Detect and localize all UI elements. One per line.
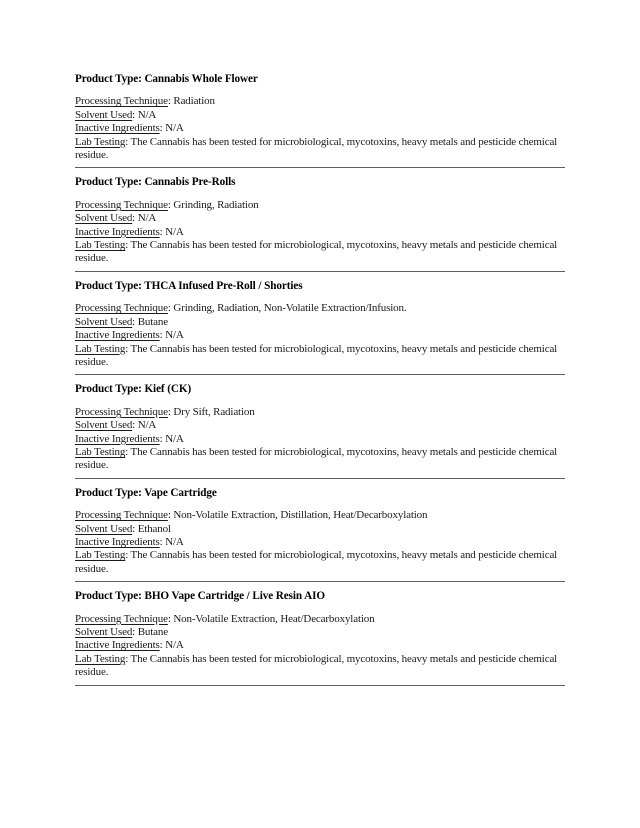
field-separator: : bbox=[125, 135, 131, 148]
field-separator: : bbox=[132, 419, 138, 432]
field-label: Inactive Ingredients bbox=[75, 122, 160, 135]
field-label: Lab Testing bbox=[75, 342, 126, 355]
field-label: Lab Testing bbox=[75, 549, 126, 562]
field-line bbox=[75, 549, 565, 576]
field-separator: : bbox=[167, 405, 174, 418]
section-divider bbox=[75, 581, 565, 582]
product-section bbox=[75, 383, 565, 478]
field-separator: : bbox=[125, 652, 131, 665]
field-separator: : bbox=[125, 239, 131, 252]
field-separator: : bbox=[167, 302, 174, 315]
field-label: Inactive Ingredients bbox=[75, 535, 160, 548]
field-value: N/A bbox=[165, 535, 184, 548]
field-line bbox=[75, 446, 565, 473]
field-line bbox=[75, 199, 565, 212]
field-value: Radiation bbox=[173, 95, 215, 108]
field-separator: : bbox=[159, 329, 166, 342]
field-separator: : bbox=[159, 122, 166, 135]
field-label: Processing Technique bbox=[75, 405, 168, 418]
field-label: Solvent Used bbox=[75, 626, 133, 638]
field-line bbox=[75, 613, 565, 626]
field-value: N/A bbox=[165, 225, 184, 238]
product-type-title: Product Type: BHO Vape Cartridge / Live Resin AIO bbox=[75, 590, 325, 603]
section-divider bbox=[75, 374, 565, 375]
field-label: Processing Technique bbox=[75, 198, 168, 211]
field-label: Solvent Used bbox=[75, 108, 133, 121]
fields bbox=[75, 302, 565, 369]
field-value: Grinding, Radiation, Non-Volatile Extraction/Infusion. bbox=[173, 302, 407, 315]
field-value: N/A bbox=[137, 419, 157, 432]
section-divider bbox=[75, 271, 565, 272]
field-label: Inactive Ingredients bbox=[75, 639, 160, 652]
field-line bbox=[75, 316, 565, 329]
product-type-title: Product Type: Cannabis Whole Flower bbox=[75, 73, 258, 85]
field-value: Grinding, Radiation bbox=[173, 198, 259, 211]
fields bbox=[75, 509, 565, 576]
field-line bbox=[75, 302, 565, 315]
field-value: Butane bbox=[137, 626, 168, 638]
fields bbox=[75, 406, 565, 473]
field-value: Non-Volatile Extraction, Heat/Decarboxylation bbox=[173, 612, 375, 625]
field-value: N/A bbox=[137, 212, 157, 225]
field-label: Inactive Ingredients bbox=[75, 329, 160, 342]
field-separator: : bbox=[125, 549, 131, 562]
field-separator: : bbox=[125, 445, 131, 458]
field-line bbox=[75, 509, 565, 522]
product-section bbox=[75, 487, 565, 582]
section-divider bbox=[75, 167, 565, 168]
product-section bbox=[75, 176, 565, 271]
section-divider bbox=[75, 478, 565, 479]
field-value: N/A bbox=[165, 122, 184, 135]
field-separator: : bbox=[167, 612, 174, 625]
field-label: Solvent Used bbox=[75, 419, 133, 432]
field-line bbox=[75, 109, 565, 122]
field-label: Processing Technique bbox=[75, 612, 168, 625]
field-separator: : bbox=[167, 509, 174, 522]
field-value: The Cannabis has been tested for microbiological, mycotoxins, heavy metals and pesticide chemical residue. bbox=[75, 445, 560, 472]
field-separator: : bbox=[159, 432, 166, 445]
field-value: The Cannabis has been tested for microbiological, mycotoxins, heavy metals and pesticide chemical residue. bbox=[75, 652, 560, 679]
field-label: Solvent Used bbox=[75, 315, 133, 328]
field-line bbox=[75, 95, 565, 108]
field-line bbox=[75, 406, 565, 419]
field-separator: : bbox=[159, 535, 166, 548]
field-value: The Cannabis has been tested for microbiological, mycotoxins, heavy metals and pesticide chemical residue. bbox=[75, 135, 560, 162]
field-label: Inactive Ingredients bbox=[75, 432, 160, 445]
field-line bbox=[75, 122, 565, 135]
section-divider bbox=[75, 685, 565, 686]
field-separator: : bbox=[125, 342, 131, 355]
field-line bbox=[75, 329, 565, 342]
field-separator: : bbox=[132, 522, 138, 535]
field-value: The Cannabis has been tested for microbiological, mycotoxins, heavy metals and pesticide chemical residue. bbox=[75, 239, 560, 265]
field-line bbox=[75, 433, 565, 446]
field-line bbox=[75, 212, 565, 225]
field-value: Butane bbox=[137, 315, 168, 328]
field-separator: : bbox=[132, 108, 138, 121]
field-label: Solvent Used bbox=[75, 212, 133, 225]
field-line bbox=[75, 653, 565, 680]
field-separator: : bbox=[132, 212, 138, 225]
field-value: The Cannabis has been tested for microbiological, mycotoxins, heavy metals and pesticide chemical residue. bbox=[75, 342, 560, 368]
field-line bbox=[75, 626, 565, 639]
field-separator: : bbox=[167, 95, 174, 108]
field-label: Processing Technique bbox=[75, 302, 168, 315]
field-value: Non-Volatile Extraction, Distillation, Heat/Decarboxylation bbox=[173, 509, 428, 522]
field-line bbox=[75, 536, 565, 549]
field-line bbox=[75, 239, 565, 266]
field-line bbox=[75, 136, 565, 163]
field-separator: : bbox=[132, 626, 138, 638]
fields bbox=[75, 95, 565, 162]
field-value: N/A bbox=[165, 329, 184, 342]
field-label: Processing Technique bbox=[75, 509, 168, 522]
field-line bbox=[75, 523, 565, 536]
field-value: Dry Sift, Radiation bbox=[173, 405, 255, 418]
fields bbox=[75, 199, 565, 266]
product-section bbox=[75, 280, 565, 375]
fields bbox=[75, 613, 565, 680]
field-line bbox=[75, 343, 565, 370]
field-value: The Cannabis has been tested for microbiological, mycotoxins, heavy metals and pesticide chemical residue. bbox=[75, 549, 560, 575]
field-line bbox=[75, 226, 565, 239]
field-line bbox=[75, 639, 565, 652]
field-label: Lab Testing bbox=[75, 135, 126, 148]
field-separator: : bbox=[132, 315, 138, 328]
field-value: N/A bbox=[165, 639, 184, 652]
field-value: Ethanol bbox=[137, 522, 171, 535]
field-label: Lab Testing bbox=[75, 445, 126, 458]
product-section bbox=[75, 73, 565, 168]
field-line bbox=[75, 419, 565, 432]
field-label: Solvent Used bbox=[75, 522, 133, 535]
field-separator: : bbox=[159, 225, 166, 238]
product-type-title: Product Type: Cannabis Pre-Rolls bbox=[75, 176, 236, 189]
field-value: N/A bbox=[165, 432, 184, 445]
field-label: Inactive Ingredients bbox=[75, 225, 160, 238]
product-type-title: Product Type: THCA Infused Pre-Roll / Shorties bbox=[75, 279, 303, 292]
product-section bbox=[75, 590, 565, 685]
field-label: Lab Testing bbox=[75, 239, 126, 252]
field-value: N/A bbox=[137, 108, 157, 121]
field-separator: : bbox=[159, 639, 166, 652]
field-separator: : bbox=[167, 198, 174, 211]
field-label: Processing Technique bbox=[75, 95, 168, 108]
product-type-title: Product Type: Kief (CK) bbox=[75, 383, 192, 396]
field-label: Lab Testing bbox=[75, 652, 126, 665]
product-type-title: Product Type: Vape Cartridge bbox=[75, 486, 217, 499]
